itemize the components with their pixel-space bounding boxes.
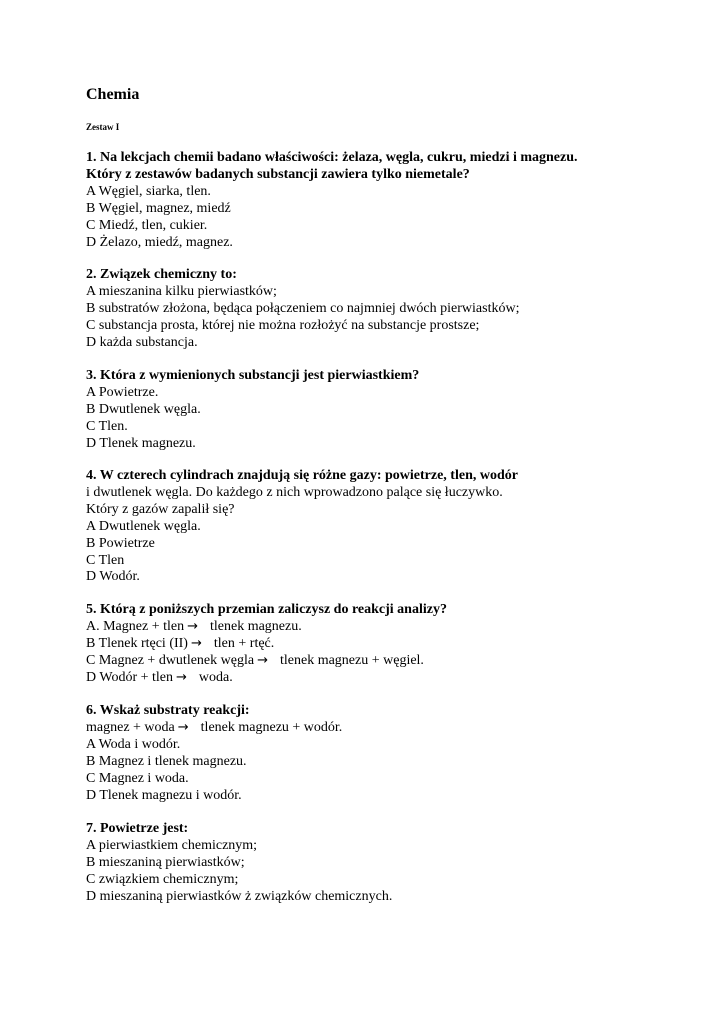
question-heading: 4. W czterech cylindrach znajdują się różne gazy: powietrze, tlen, wodór bbox=[86, 468, 518, 483]
arrow-icon: → bbox=[257, 652, 268, 668]
answer-option: B Powietrze bbox=[86, 535, 155, 551]
answer-option: D Wodór. bbox=[86, 569, 140, 585]
question-heading: 2. Związek chemiczny to: bbox=[86, 267, 237, 282]
question-heading: Który z zestawów badanych substancji zawiera tylko niemetale? bbox=[86, 166, 470, 182]
reaction-substrates: D Wodór + tlen bbox=[86, 669, 174, 685]
answer-option: D każda substancja. bbox=[86, 334, 198, 350]
answer-option: A Woda i wodór. bbox=[86, 736, 181, 752]
answer-option: C Miedź, tlen, cukier. bbox=[86, 217, 208, 233]
answer-option: C Tlen bbox=[86, 552, 125, 568]
question-3 bbox=[86, 368, 646, 453]
question-1 bbox=[86, 150, 646, 251]
arrow-icon: → bbox=[176, 669, 187, 685]
question-2 bbox=[86, 267, 646, 352]
answer-option: C związkiem chemicznym; bbox=[86, 871, 239, 887]
answer-option: D Tlenek magnezu i wodór. bbox=[86, 787, 242, 803]
answer-option: C Magnez i woda. bbox=[86, 770, 189, 786]
answer-option: C substancja prosta, której nie można rozłożyć na substancje prostsze; bbox=[86, 317, 480, 333]
answer-option: D Żelazo, miedź, magnez. bbox=[86, 234, 233, 250]
reaction-substrates: C Magnez + dwutlenek węgla bbox=[86, 652, 255, 668]
answer-option: D Tlenek magnezu. bbox=[86, 435, 196, 451]
question-text: Który z gazów zapalił się? bbox=[86, 501, 235, 517]
question-heading: 6. Wskaż substraty reakcji: bbox=[86, 703, 250, 718]
answer-option: A Węgiel, siarka, tlen. bbox=[86, 183, 211, 199]
reaction-products: tlenek magnezu + węgiel. bbox=[279, 652, 424, 668]
reaction-products: woda. bbox=[198, 669, 233, 685]
reaction-substrates: magnez + woda bbox=[86, 719, 175, 735]
answer-option: B Dwutlenek węgla. bbox=[86, 401, 201, 417]
reaction-products: tlenek magnezu + wodór. bbox=[200, 719, 343, 735]
reaction-option bbox=[86, 636, 646, 653]
arrow-icon: → bbox=[187, 618, 198, 634]
arrow-icon: → bbox=[190, 635, 202, 651]
answer-option: A Dwutlenek węgla. bbox=[86, 518, 201, 534]
question-6 bbox=[86, 703, 646, 804]
question-heading: 7. Powietrze jest: bbox=[86, 821, 189, 836]
reaction-products: tlen + rtęć. bbox=[213, 635, 275, 651]
answer-option: A pierwiastkiem chemicznym; bbox=[86, 837, 258, 853]
question-heading: 3. Która z wymienionych substancji jest pierwiastkiem? bbox=[86, 368, 420, 383]
answer-option: C Tlen. bbox=[86, 418, 128, 434]
arrow-icon: → bbox=[177, 719, 189, 735]
reaction-equation bbox=[86, 720, 646, 737]
reaction-option bbox=[86, 653, 646, 670]
answer-option: B mieszaniną pierwiastków; bbox=[86, 854, 245, 870]
reaction-substrates: A. Magnez + tlen bbox=[86, 618, 185, 634]
answer-option: B substratów złożona, będąca połączeniem co najmniej dwóch pierwiastków; bbox=[86, 300, 520, 316]
question-4 bbox=[86, 468, 646, 586]
question-7 bbox=[86, 821, 646, 906]
answer-option: A mieszanina kilku pierwiastków; bbox=[86, 283, 277, 299]
reaction-substrates: B Tlenek rtęci (II) bbox=[86, 635, 188, 651]
answer-option: A Powietrze. bbox=[86, 384, 159, 400]
question-5 bbox=[86, 602, 646, 687]
reaction-option bbox=[86, 619, 646, 636]
answer-option: B Magnez i tlenek magnezu. bbox=[86, 753, 247, 769]
question-heading: 1. Na lekcjach chemii badano właściwości: żelaza, węgla, cukru, miedzi i magnezu. bbox=[86, 150, 578, 165]
answer-option: B Węgiel, magnez, miedź bbox=[86, 200, 231, 216]
answer-option: D mieszaniną pierwiastków ż związków chemicznych. bbox=[86, 888, 393, 904]
set-label: Zestaw I bbox=[86, 122, 120, 132]
document-title: Chemia bbox=[86, 86, 140, 103]
question-heading: 5. Którą z poniższych przemian zaliczysz do reakcji analizy? bbox=[86, 602, 447, 617]
reaction-products: tlenek magnezu. bbox=[210, 618, 302, 634]
reaction-option bbox=[86, 670, 646, 687]
question-text: i dwutlenek węgla. Do każdego z nich wprowadzono palące się łuczywko. bbox=[86, 484, 503, 500]
